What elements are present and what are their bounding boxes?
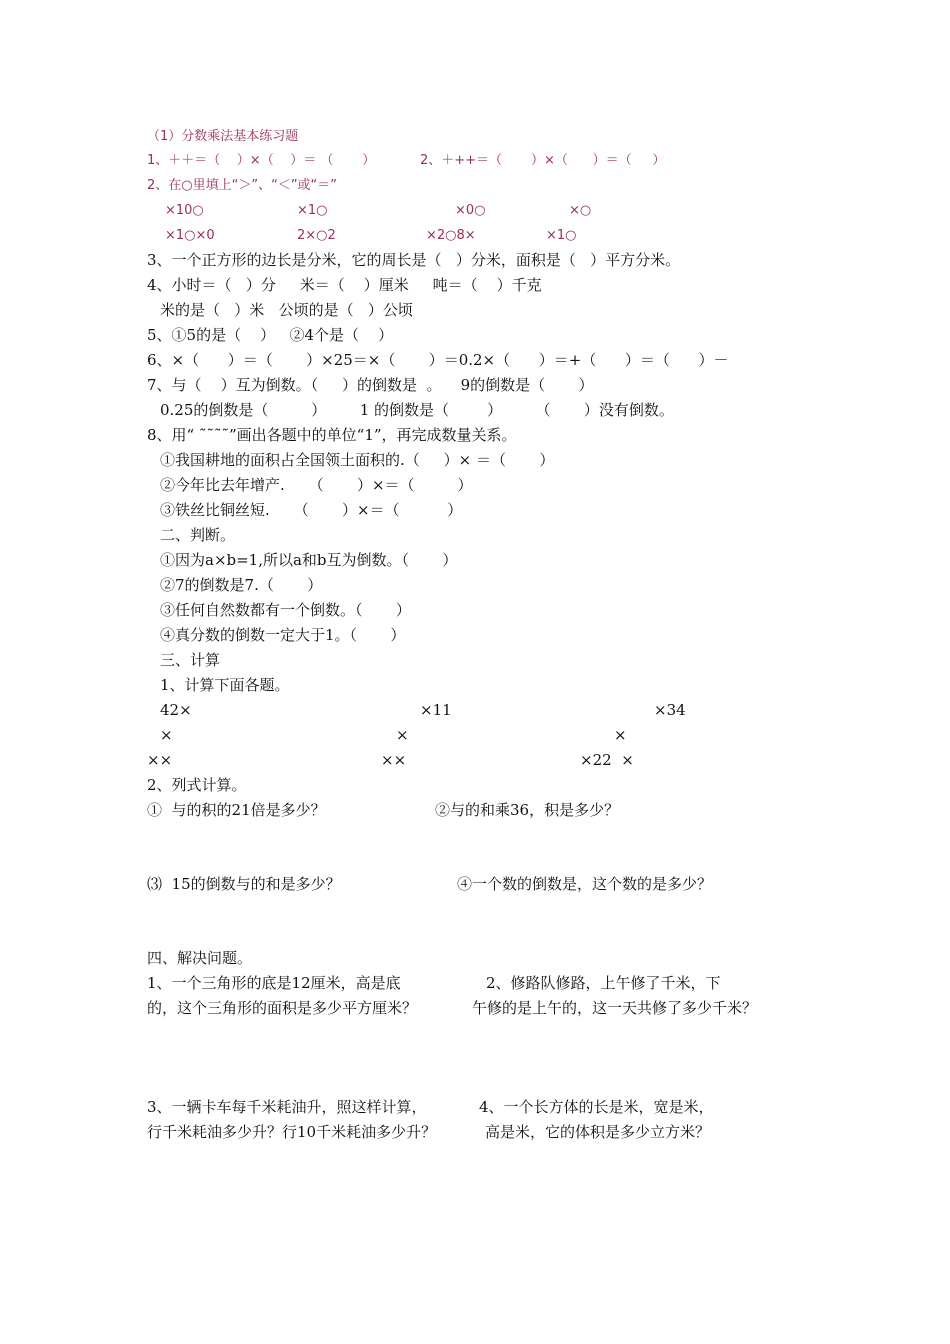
question-5: 5、①5的是（ ） ②4个是（ ） xyxy=(147,326,394,344)
solve-4b: 高是米，它的体积是多少立方米？ xyxy=(485,1123,711,1141)
compare-item: ×2○8× xyxy=(426,228,476,243)
solve-2b: 午修的是上午的，这一天共修了多少千米？ xyxy=(472,999,758,1017)
compare-item: ×1○×0 xyxy=(165,228,215,243)
question-8a: ①我国耕地的面积占全国领土面积的.（ ）× ＝（ ） xyxy=(160,451,555,469)
judge-3: ③任何自然数都有一个倒数。（ ） xyxy=(160,601,411,619)
calc-item: × xyxy=(614,726,627,744)
compare-item: 2×○2 xyxy=(297,228,336,243)
compare-item: ×0○ xyxy=(455,203,486,218)
calc-2b: ②与的和乘36，积是多少？ xyxy=(435,801,620,819)
judge-2: ②7的倒数是7.（ ） xyxy=(160,576,323,594)
question-7a: 7、与（ ）互为倒数。（ ）的倒数是 。 9的倒数是（ ） xyxy=(147,376,594,394)
calc-item: 42× xyxy=(160,701,192,719)
solve-3b: 行千米耗油多少升？行10千米耗油多少升？ xyxy=(147,1123,437,1141)
question-1b: 2、＋++＝（ ）×（ ）＝（ ） xyxy=(420,153,666,168)
calc-1-title: 1、计算下面各题。 xyxy=(160,676,290,694)
solve-1a: 1、一个三角形的底是12厘米，高是底 xyxy=(147,974,401,992)
question-8: 8、用“ ˜˜˜˜”画出各题中的单位“1”，再完成数量关系。 xyxy=(147,426,517,444)
solve-heading: 四、解决问题。 xyxy=(147,949,253,967)
calc-item: ×11 xyxy=(420,701,452,719)
section-title: （1）分数乘法基本练习题 xyxy=(147,129,299,144)
compare-item: ×10○ xyxy=(165,203,204,218)
calc-item: ×× xyxy=(381,751,407,769)
calc-item: ×× xyxy=(147,751,173,769)
question-4b: 米的是（ ）米 公顷的是（ ）公顷 xyxy=(160,301,413,319)
calc-2d: ④一个数的倒数是，这个数的是多少？ xyxy=(457,875,713,893)
compare-item: ×1○ xyxy=(297,203,328,218)
compare-item: ×1○ xyxy=(546,228,577,243)
solve-3a: 3、一辆卡车每千米耗油升，照这样计算， xyxy=(147,1098,427,1116)
calc-item: × xyxy=(160,726,173,744)
calc-heading: 三、计算 xyxy=(160,651,221,669)
solve-4a: 4、一个长方体的长是米，宽是米， xyxy=(479,1098,714,1116)
compare-item: ×○ xyxy=(569,203,592,218)
question-8c: ③铁丝比铜丝短. （ ）×＝（ ） xyxy=(160,501,463,519)
calc-2-title: 2、列式计算。 xyxy=(147,776,247,794)
calc-item: ×22 × xyxy=(580,751,634,769)
question-6: 6、×（ ）＝（ ）×25＝×（ ）＝0.2×（ ）＝+（ ）＝（ ）－ xyxy=(147,351,729,369)
judge-heading: 二、判断。 xyxy=(160,526,236,544)
question-2: 2、在○里填上“＞”、“＜”或“＝” xyxy=(147,178,338,193)
calc-2c: ⑶ 15的倒数与的和是多少？ xyxy=(147,875,341,893)
question-4a: 4、小时＝（ ）分 米＝（ ）厘米 吨＝（ ）千克 xyxy=(147,276,542,294)
question-3: 3、一个正方形的边长是分米，它的周长是（ ）分米，面积是（ ）平方分米。 xyxy=(147,251,681,269)
calc-item: × xyxy=(396,726,409,744)
question-7b: 0.25的倒数是（ ） 1 的倒数是（ ） （ ）没有倒数。 xyxy=(160,401,674,419)
solve-1b: 的，这个三角形的面积是多少平方厘米？ xyxy=(147,999,418,1017)
calc-2a: ① 与的积的21倍是多少？ xyxy=(147,801,326,819)
calc-item: ×34 xyxy=(654,701,686,719)
judge-1: ①因为a×b=1,所以a和b互为倒数。（ ） xyxy=(160,551,458,569)
question-8b: ②今年比去年增产. （ ）×＝（ ） xyxy=(160,476,473,494)
solve-2a: 2、修路队修路，上午修了千米，下 xyxy=(486,974,721,992)
judge-4: ④真分数的倒数一定大于1。（ ） xyxy=(160,626,406,644)
question-1a: 1、＋＋＝（ ）×（ ）＝ （ ） xyxy=(147,153,376,168)
